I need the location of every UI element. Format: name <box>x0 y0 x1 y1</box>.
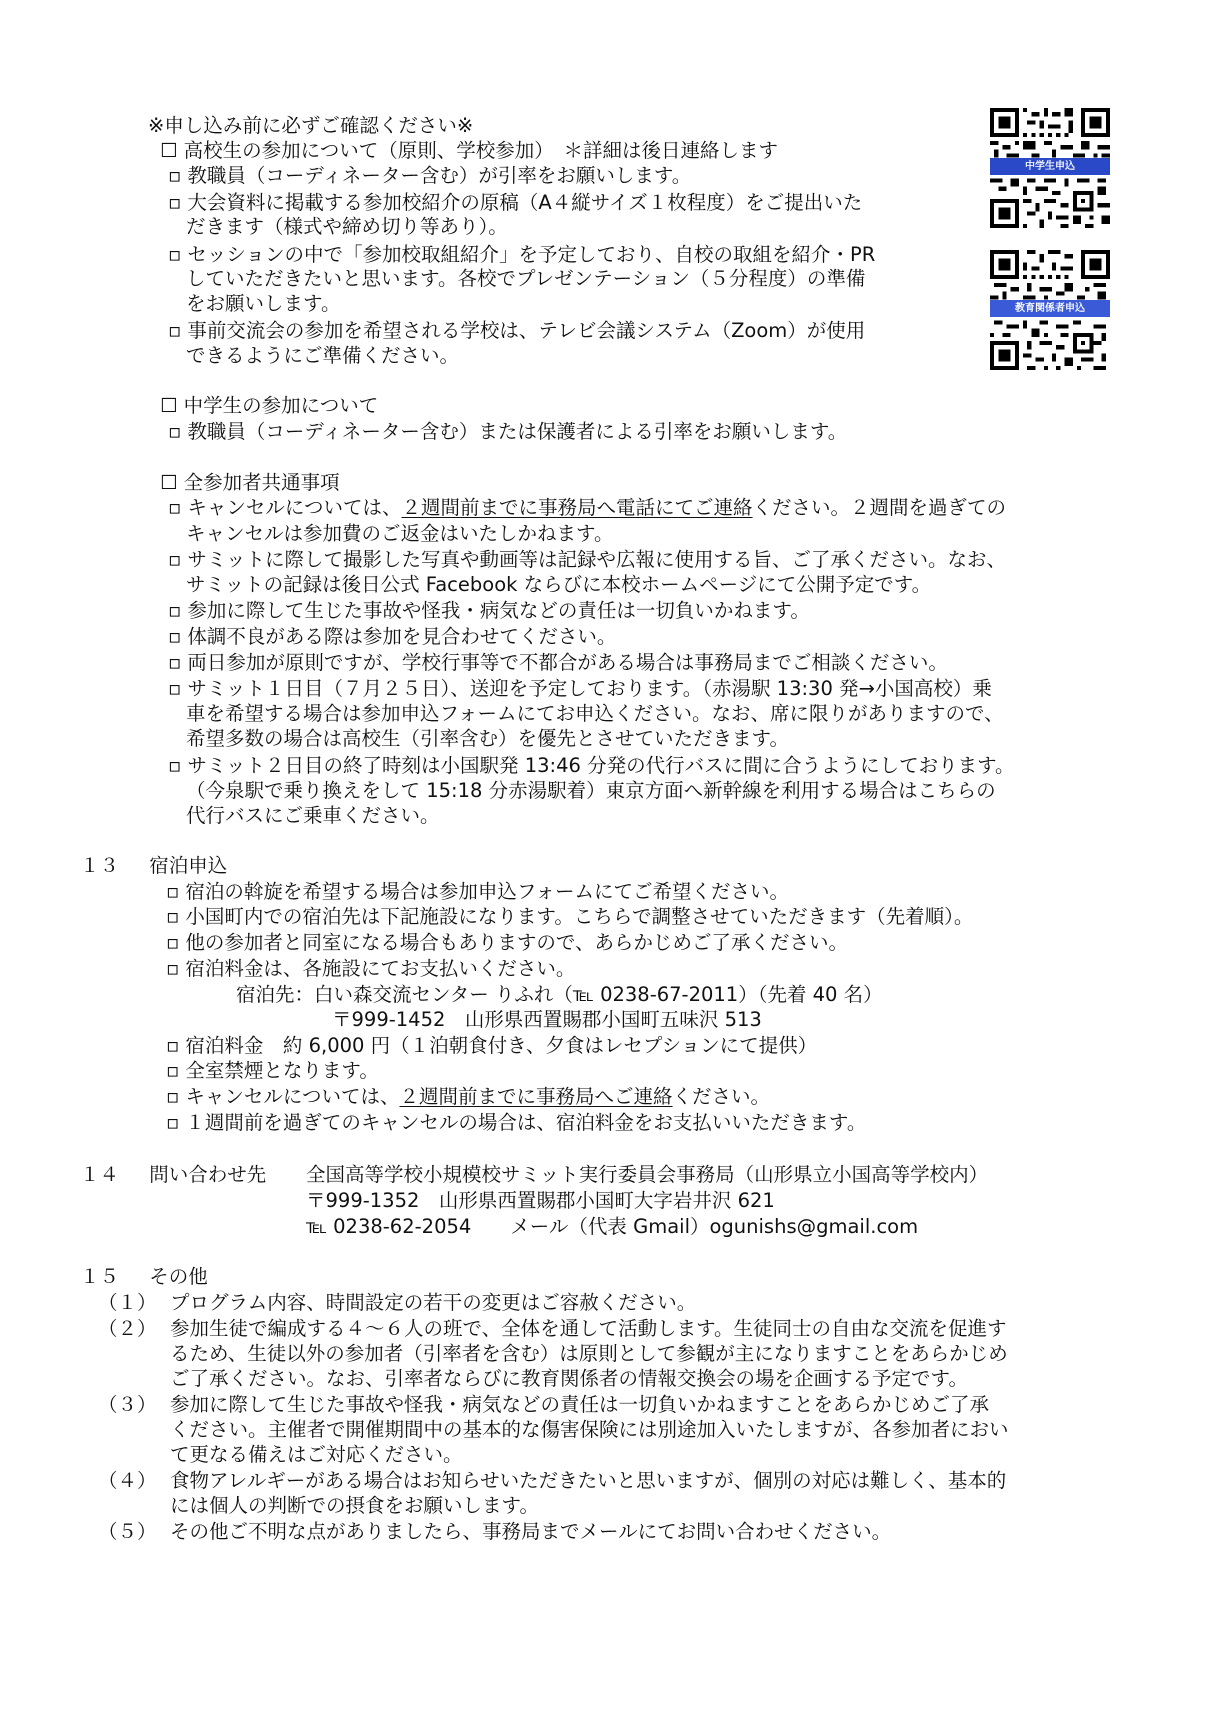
hs-item-cont: をお願いします。 <box>186 292 341 315</box>
cancel-text-pre: ▫ キャンセルについては、 <box>168 496 402 519</box>
hs-item: ▫ 大会資料に掲載する参加校紹介の原稿（A４縦サイズ１枚程度）をご提出いた <box>168 191 863 214</box>
other-item-text: 参加生徒で編成する４～６人の班で、全体を通して活動します。生徒同士の自由な交流を促進す <box>170 1317 1007 1340</box>
all-item-cont: サミットの記録は後日公式 Facebook ならびに本校ホームページにて公開予定です。 <box>186 573 932 596</box>
hs-item: ▫ 事前交流会の参加を希望される学校は、テレビ会議システム（Zoom）が使用 <box>168 319 866 342</box>
lodging-cancel <box>166 1084 770 1109</box>
all-item-cont: 代行バスにご乗車ください。 <box>186 804 440 827</box>
other-item-text: 食物アレルギーがある場合はお知らせいただきたいと思いますが、個別の対応は難しく、基本的 <box>170 1469 1007 1492</box>
all-item-cont: 車を希望する場合は参加申込フォームにてお申込ください。なお、席に限りがありますので、 <box>186 702 1004 725</box>
section13-number: １３ <box>80 854 120 877</box>
lodging-cancel-post: ください。 <box>672 1085 771 1108</box>
section14-heading <box>80 1162 266 1187</box>
section14-number: １４ <box>80 1163 120 1186</box>
contact-address: 〒999-1352 山形県西置賜郡小国町大字岩井沢 621 <box>306 1189 775 1212</box>
other-item-text: て更なる備えはご対応ください。 <box>170 1443 463 1466</box>
hs-item-cont: だきます（様式や締め切り等あり）。 <box>186 215 508 238</box>
other-item-text: ください。主催者で開催期間中の基本的な傷害保険には別途加入いたしますが、各参加者におい <box>170 1418 1009 1441</box>
all-item: ▫ 体調不良がある際は参加を見合わせてください。 <box>168 625 617 648</box>
qr-label-middle-school: 中学生申込 <box>990 158 1110 175</box>
cancel-text-post: ください。２週間を過ぎての <box>752 496 1007 519</box>
section13-item: ▫ 小国町内での宿泊先は下記施設になります。こちらで調整させていただきます（先着順）。 <box>166 905 974 928</box>
other-item-text: プログラム内容、時間設定の若干の変更はご容赦ください。 <box>170 1291 697 1314</box>
section15-heading <box>80 1264 208 1289</box>
cancel-text-underlined: ２週間前までに事務局へ電話にてご連絡 <box>401 496 753 519</box>
lodging-price: ▫ 宿泊料金 約 6,000 円（１泊朝食付き、夕食はレセプションにて提供） <box>166 1034 818 1057</box>
other-item-text: その他ご不明な点がありましたら、事務局までメールにてお問い合わせください。 <box>170 1520 892 1543</box>
notice-header: ※申し込み前に必ずご確認ください※ <box>148 114 474 137</box>
all-heading: ☐ 全参加者共通事項 <box>160 471 340 494</box>
all-item: ▫ サミット１日目（７月２５日）、送迎を予定しております。（赤湯駅 13:30 発→小国高校）乗 <box>168 677 992 700</box>
all-item: ▫ サミットに際して撮影した写真や動画等は記録や広報に使用する旨、ご了承ください。なお、 <box>168 548 1007 571</box>
section13-item: ▫ 宿泊料金は、各施設にてお支払いください。 <box>166 957 576 980</box>
all-item-cont: 希望多数の場合は高校生（引率含む）を優先とさせていただきます。 <box>186 727 789 750</box>
all-item: ▫ 参加に際して生じた事故や怪我・病気などの責任は一切負いかねます。 <box>168 599 810 622</box>
other-item-number: （４） <box>98 1469 157 1492</box>
all-item-cont: キャンセルは参加費のご返金はいたしかねます。 <box>186 522 614 545</box>
all-item: ▫ 両日参加が原則ですが、学校行事等で不都合がある場合は事務局までご相談ください。 <box>168 651 948 674</box>
teacher-qr-code[interactable] <box>990 250 1110 370</box>
lodging-cancel-underlined: ２週間前までに事務局へご連絡 <box>399 1085 673 1108</box>
all-cancel-line <box>168 495 1006 520</box>
other-item-text: には個人の判断での摂食をお願いします。 <box>170 1494 539 1517</box>
hs-item: ▫ 教職員（コーディネーター含む）が引率をお願いします。 <box>168 164 692 187</box>
ms-heading: ☐ 中学生の参加について <box>160 394 379 417</box>
other-item-number: （５） <box>98 1520 157 1543</box>
lodging-cancel-pre: ▫ キャンセルについては、 <box>166 1085 400 1108</box>
all-item: ▫ サミット２日目の終了時刻は小国駅発 13:46 分発の代行バスに間に合うようにしております。 <box>168 754 1015 777</box>
section14-title: 問い合わせ先 <box>149 1163 267 1186</box>
contact-phone-email[interactable]: ℡ 0238-62-2054 メール（代表 Gmail）ogunishs@gmail.com <box>306 1215 919 1238</box>
other-item-number: （３） <box>98 1393 157 1416</box>
lodging-late-cancel: ▫ １週間前を過ぎてのキャンセルの場合は、宿泊料金をお支払いいただきます。 <box>166 1111 867 1134</box>
hs-item-cont: できるようにご準備ください。 <box>186 344 460 367</box>
hs-item-cont: していただきたいと思います。各校でプレゼンテーション（５分程度）の準備 <box>186 267 866 290</box>
section13-heading <box>80 853 227 878</box>
section13-item: ▫ 宿泊の斡旋を希望する場合は参加申込フォームにてご希望ください。 <box>166 880 789 903</box>
middle-school-qr-code[interactable] <box>990 108 1110 228</box>
no-smoking: ▫ 全室禁煙となります。 <box>166 1059 379 1082</box>
other-item-text: 参加に際して生じた事故や怪我・病気などの責任は一切負いかねますことをあらかじめご了承 <box>170 1393 990 1416</box>
lodging-facility: 宿泊先：白い森交流センター りふれ（℡ 0238-67-2011）（先着 40 名） <box>236 983 883 1006</box>
other-item-number: （２） <box>98 1317 157 1340</box>
hs-item: ▫ セッションの中で「参加校取組紹介」を予定しており、自校の取組を紹介・PR <box>168 243 876 266</box>
all-item-cont: （今泉駅で乗り換えをして 15:18 分赤湯駅着）東京方面へ新幹線を利用する場合はこちらの <box>186 779 996 802</box>
other-item-number: （１） <box>98 1291 157 1314</box>
section13-item: ▫ 他の参加者と同室になる場合もありますので、あらかじめご了承ください。 <box>166 931 849 954</box>
section15-title: その他 <box>149 1265 208 1288</box>
other-item-text: るため、生徒以外の参加者（引率者を含む）は原則として参観が主になりますことをあらかじめ <box>170 1342 1008 1365</box>
hs-heading: ☐ 高校生の参加について（原則、学校参加） ＊詳細は後日連絡します <box>160 139 779 162</box>
section15-number: １５ <box>80 1265 120 1288</box>
other-item-text: ご了承ください。なお、引率者ならびに教育関係者の情報交換会の場を企画する予定です。 <box>170 1367 968 1390</box>
section13-title: 宿泊申込 <box>149 854 228 877</box>
lodging-address: 〒999-1452 山形県西置賜郡小国町五味沢 513 <box>332 1008 762 1031</box>
ms-item: ▫ 教職員（コーディネーター含む）または保護者による引率をお願いします。 <box>168 420 848 443</box>
contact-org: 全国高等学校小規模校サミット実行委員会事務局（山形県立小国高等学校内） <box>306 1163 989 1186</box>
qr-label-teacher: 教育関係者申込 <box>990 300 1110 317</box>
